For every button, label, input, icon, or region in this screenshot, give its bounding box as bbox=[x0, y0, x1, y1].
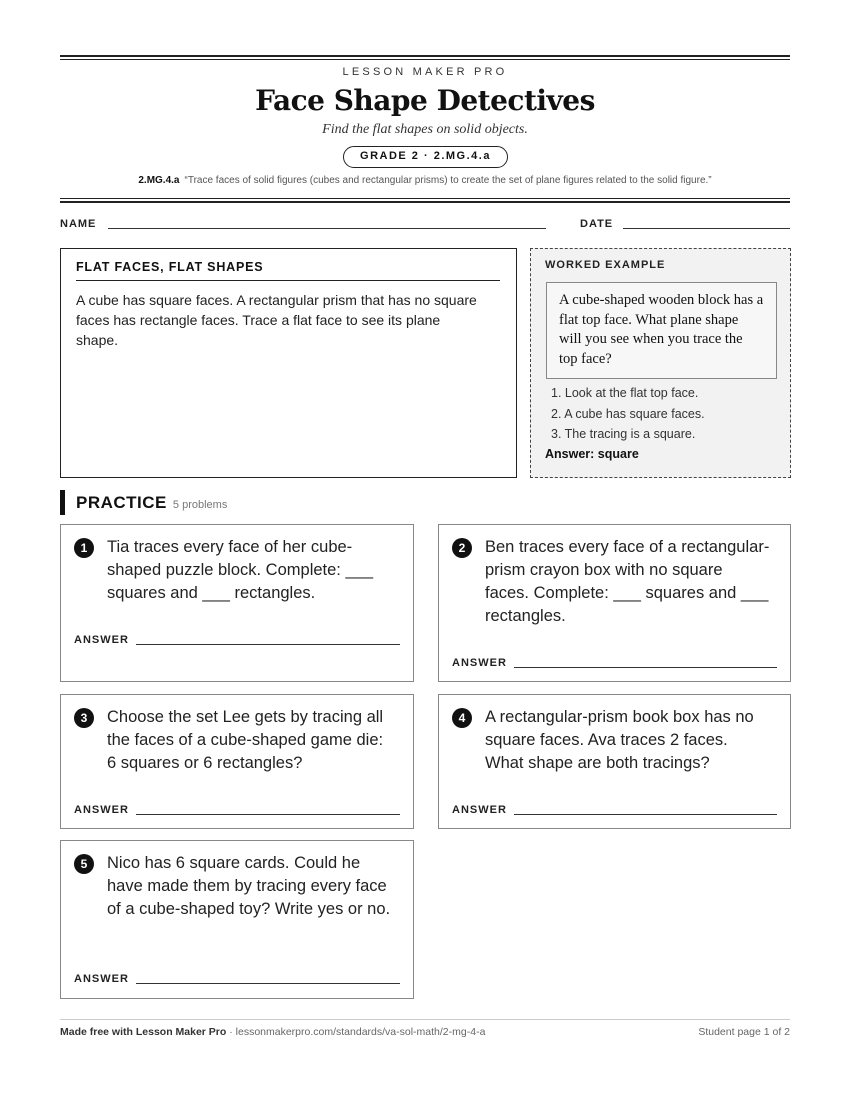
standard-text: “Trace faces of solid figures (cubes and rectangular prisms) to create the set of plane figures related to the solid figure.” bbox=[184, 175, 712, 186]
footer-url[interactable]: · lessonmakerpro.com/standards/va-sol-math/2-mg-4-a bbox=[226, 1026, 486, 1038]
worked-example-steps bbox=[551, 383, 705, 445]
page-subtitle: Find the flat shapes on solid objects. bbox=[322, 122, 528, 137]
practice-label: PRACTICE bbox=[76, 493, 167, 512]
answer-label: ANSWER bbox=[74, 973, 129, 985]
problem-number-badge: 4 bbox=[452, 708, 472, 728]
worked-example-title: WORKED EXAMPLE bbox=[545, 259, 666, 271]
concept-title: FLAT FACES, FLAT SHAPES bbox=[76, 260, 500, 281]
date-field[interactable] bbox=[623, 228, 790, 229]
grade-badge: GRADE 2 · 2.MG.4.a bbox=[343, 146, 508, 168]
worked-step: 3. The tracing is a square. bbox=[551, 427, 696, 441]
footer-divider bbox=[60, 1019, 790, 1020]
page-title: Face Shape Detectives bbox=[255, 84, 595, 117]
worked-example-answer: Answer: square bbox=[545, 447, 639, 461]
problem-text: Tia traces every face of her cube-shaped puzzle block. Complete: ___ squares and ___ rectangles. bbox=[107, 538, 373, 602]
worked-example-box bbox=[530, 248, 791, 478]
header-rule-top-thin bbox=[60, 59, 790, 60]
header-rule-bottom-thin bbox=[60, 198, 790, 199]
header-rule-bottom bbox=[60, 201, 790, 203]
problem-text: Choose the set Lee gets by tracing all the faces of a cube-shaped game die: 6 squares or 6 rectangles? bbox=[107, 708, 384, 772]
problem-card-3 bbox=[60, 694, 414, 829]
standard-code: 2.MG.4.a bbox=[138, 175, 180, 186]
footer-made-with: Made free with Lesson Maker Pro bbox=[60, 1026, 227, 1038]
answer-label: ANSWER bbox=[74, 634, 129, 646]
footer-page-number: Student page 1 of 2 bbox=[698, 1026, 790, 1038]
footer-credit bbox=[60, 1026, 485, 1038]
worked-step: 2. A cube has square faces. bbox=[551, 406, 705, 421]
problem-text: Ben traces every face of a rectangular-prism crayon box with no square faces. Complete: ___ squares and ___ rectangles. bbox=[485, 538, 770, 625]
answer-field[interactable] bbox=[136, 644, 400, 645]
worked-step: 1. Look at the flat top face. bbox=[551, 386, 699, 400]
answer-label: ANSWER bbox=[452, 657, 507, 669]
answer-label: ANSWER bbox=[74, 804, 129, 816]
answer-field[interactable] bbox=[514, 814, 777, 815]
worked-example-question: A cube-shaped wooden block has a flat top face. What plane shape will you see when you trace the top face? bbox=[546, 282, 777, 379]
problem-text: A rectangular-prism book box has no square faces. Ava traces 2 faces. What shape are both tracings? bbox=[485, 708, 754, 772]
concept-box bbox=[60, 248, 517, 478]
name-field[interactable] bbox=[108, 228, 546, 229]
concept-body: A cube has square faces. A rectangular prism that has no square faces has rectangle faces. Trace a flat face to see its plane shape. bbox=[76, 292, 477, 348]
answer-field[interactable] bbox=[136, 983, 400, 984]
answer-label: ANSWER bbox=[452, 804, 507, 816]
standard-statement bbox=[0, 175, 850, 186]
answer-field[interactable] bbox=[136, 814, 400, 815]
problem-text: Nico has 6 square cards. Could he have made them by tracing every face of a cube-shaped toy? Write yes or no. bbox=[107, 854, 391, 918]
problem-number-badge: 2 bbox=[452, 538, 472, 558]
name-label: NAME bbox=[60, 218, 97, 230]
problem-number-badge: 1 bbox=[74, 538, 94, 558]
problem-card-2 bbox=[438, 524, 791, 682]
header-rule-top bbox=[60, 55, 790, 57]
problem-card-5 bbox=[60, 840, 414, 999]
date-label: DATE bbox=[580, 218, 614, 230]
problem-number-badge: 5 bbox=[74, 854, 94, 874]
problem-number-badge: 3 bbox=[74, 708, 94, 728]
brand-name: LESSON MAKER PRO bbox=[342, 66, 508, 78]
answer-field[interactable] bbox=[514, 667, 777, 668]
problem-card-4 bbox=[438, 694, 791, 829]
practice-heading bbox=[60, 490, 227, 515]
practice-count: 5 problems bbox=[172, 499, 228, 511]
problem-card-1 bbox=[60, 524, 414, 682]
